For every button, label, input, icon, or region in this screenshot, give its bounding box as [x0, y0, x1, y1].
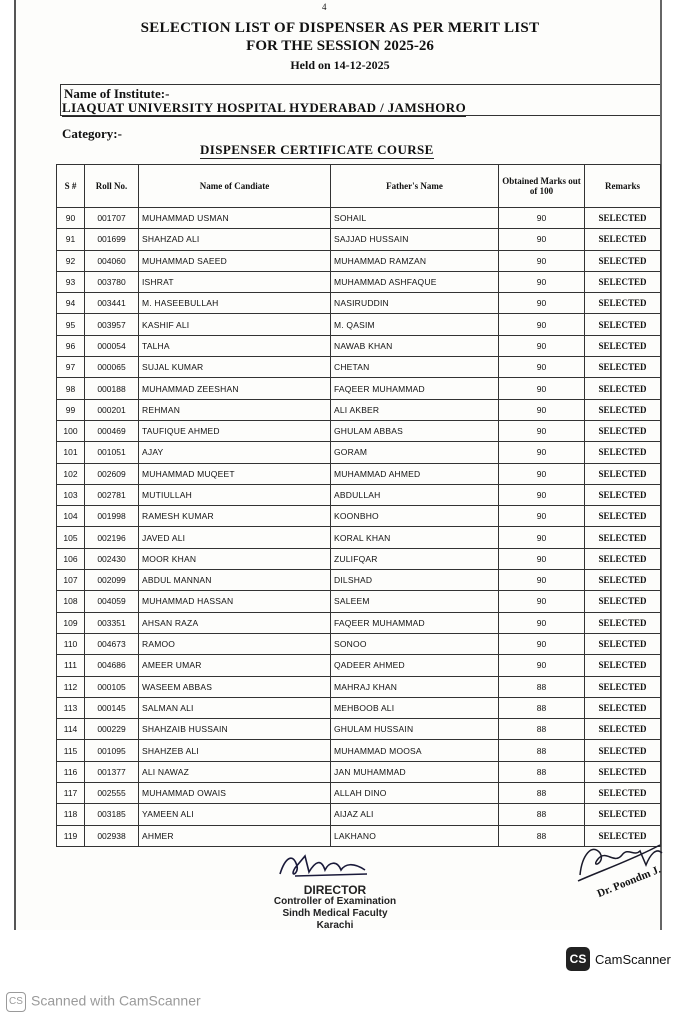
cell-sno: 101: [57, 442, 85, 463]
cell-father: M. QASIM: [331, 314, 499, 335]
cell-sno: 100: [57, 420, 85, 441]
cell-father: ZULIFQAR: [331, 548, 499, 569]
cell-name: TALHA: [139, 335, 331, 356]
table-row: [57, 208, 661, 229]
director-title: DIRECTOR: [303, 883, 367, 897]
cell-name: MOOR KHAN: [139, 548, 331, 569]
cell-father: SALEEM: [331, 591, 499, 612]
table-row: [57, 335, 661, 356]
cell-name: MUHAMMAD SAEED: [139, 250, 331, 271]
cell-father: ABDULLAH: [331, 484, 499, 505]
cell-father: DILSHAD: [331, 570, 499, 591]
cell-name: JAVED ALI: [139, 527, 331, 548]
cell-remarks: SELECTED: [585, 293, 661, 314]
cell-marks: 90: [499, 420, 585, 441]
cell-name: MUTIULLAH: [139, 484, 331, 505]
cell-remarks: SELECTED: [585, 484, 661, 505]
cell-name: RAMOO: [139, 633, 331, 654]
cell-sno: 111: [57, 655, 85, 676]
table-row: [57, 591, 661, 612]
cell-sno: 115: [57, 740, 85, 761]
page-number: 4: [322, 2, 327, 12]
cell-sno: 108: [57, 591, 85, 612]
cell-sno: 116: [57, 761, 85, 782]
cell-father: GHULAM HUSSAIN: [331, 719, 499, 740]
cell-remarks: SELECTED: [585, 825, 661, 846]
cell-sno: 119: [57, 825, 85, 846]
cell-roll: 001699: [85, 229, 139, 250]
cell-remarks: SELECTED: [585, 548, 661, 569]
cell-father: ALI AKBER: [331, 399, 499, 420]
cell-sno: 109: [57, 612, 85, 633]
cell-father: SONOO: [331, 633, 499, 654]
cell-name: MUHAMMAD OWAIS: [139, 783, 331, 804]
cell-sno: 90: [57, 208, 85, 229]
table-row: [57, 633, 661, 654]
cell-marks: 90: [499, 271, 585, 292]
cell-marks: 88: [499, 783, 585, 804]
cell-marks: 90: [499, 399, 585, 420]
cell-name: AMEER UMAR: [139, 655, 331, 676]
table-row: [57, 293, 661, 314]
table-row: [57, 378, 661, 399]
cell-sno: 107: [57, 570, 85, 591]
cell-roll: 004060: [85, 250, 139, 271]
cell-father: QADEER AHMED: [331, 655, 499, 676]
table-row: [57, 442, 661, 463]
cell-sno: 104: [57, 506, 85, 527]
cell-marks: 90: [499, 442, 585, 463]
cell-remarks: SELECTED: [585, 250, 661, 271]
table-row: [57, 484, 661, 505]
cell-father: FAQEER MUHAMMAD: [331, 612, 499, 633]
session-title: FOR THE SESSION 2025-26: [246, 38, 434, 54]
table-row: [57, 463, 661, 484]
table-row: [57, 676, 661, 697]
cell-name: SHAHZAD ALI: [139, 229, 331, 250]
cell-sno: 94: [57, 293, 85, 314]
cell-marks: 88: [499, 804, 585, 825]
cell-marks: 90: [499, 463, 585, 484]
cell-remarks: SELECTED: [585, 761, 661, 782]
cell-name: MUHAMMAD HASSAN: [139, 591, 331, 612]
director-signature: [275, 848, 375, 884]
director-block: [240, 884, 430, 932]
cell-father: MUHAMMAD RAMZAN: [331, 250, 499, 271]
cell-remarks: SELECTED: [585, 271, 661, 292]
cell-name: M. HASEEBULLAH: [139, 293, 331, 314]
cell-name: SHAHZEB ALI: [139, 740, 331, 761]
cell-father: MUHAMMAD MOOSA: [331, 740, 499, 761]
cell-name: TAUFIQUE AHMED: [139, 420, 331, 441]
col-father: Father's Name: [331, 165, 499, 208]
cell-sno: 92: [57, 250, 85, 271]
cell-remarks: SELECTED: [585, 420, 661, 441]
cell-marks: 90: [499, 655, 585, 676]
cell-roll: 000188: [85, 378, 139, 399]
cell-roll: 003441: [85, 293, 139, 314]
cell-remarks: SELECTED: [585, 463, 661, 484]
table-row: [57, 804, 661, 825]
cell-marks: 90: [499, 378, 585, 399]
cell-remarks: SELECTED: [585, 314, 661, 335]
cell-remarks: SELECTED: [585, 740, 661, 761]
cell-name: SUJAL KUMAR: [139, 357, 331, 378]
cell-sno: 112: [57, 676, 85, 697]
cell-marks: 90: [499, 335, 585, 356]
cell-sno: 96: [57, 335, 85, 356]
cell-name: MUHAMMAD USMAN: [139, 208, 331, 229]
cell-remarks: SELECTED: [585, 208, 661, 229]
table-row: [57, 527, 661, 548]
cell-name: MUHAMMAD MUQEET: [139, 463, 331, 484]
table-row: [57, 420, 661, 441]
cell-name: ISHRAT: [139, 271, 331, 292]
cell-remarks: SELECTED: [585, 783, 661, 804]
cell-remarks: SELECTED: [585, 612, 661, 633]
table-row: [57, 719, 661, 740]
cell-roll: 004059: [85, 591, 139, 612]
table-row: [57, 399, 661, 420]
cell-remarks: SELECTED: [585, 357, 661, 378]
cell-sno: 91: [57, 229, 85, 250]
cell-remarks: SELECTED: [585, 591, 661, 612]
cell-marks: 90: [499, 527, 585, 548]
cell-name: AHSAN RAZA: [139, 612, 331, 633]
table-row: [57, 570, 661, 591]
cell-marks: 88: [499, 761, 585, 782]
cell-remarks: SELECTED: [585, 633, 661, 654]
cell-name: SHAHZAIB HUSSAIN: [139, 719, 331, 740]
cell-sno: 95: [57, 314, 85, 335]
institute-name: LIAQUAT UNIVERSITY HOSPITAL HYDERABAD / JAMSHORO: [62, 100, 467, 115]
cell-remarks: SELECTED: [585, 719, 661, 740]
cell-father: SOHAIL: [331, 208, 499, 229]
cell-marks: 90: [499, 357, 585, 378]
category-label: Category:-: [62, 126, 122, 141]
cell-father: KOONBHO: [331, 506, 499, 527]
cell-name: AJAY: [139, 442, 331, 463]
cell-marks: 88: [499, 825, 585, 846]
cell-name: AHMER: [139, 825, 331, 846]
table-row: [57, 506, 661, 527]
cell-roll: 001707: [85, 208, 139, 229]
cell-marks: 90: [499, 591, 585, 612]
table-row: [57, 761, 661, 782]
cell-father: NASIRUDDIN: [331, 293, 499, 314]
cell-roll: 004686: [85, 655, 139, 676]
table-row: [57, 783, 661, 804]
cell-marks: 90: [499, 208, 585, 229]
cell-sno: 93: [57, 271, 85, 292]
cell-roll: 003185: [85, 804, 139, 825]
table-header-row: [57, 165, 661, 208]
col-name: Name of Candiate: [139, 165, 331, 208]
cell-name: WASEEM ABBAS: [139, 676, 331, 697]
cell-remarks: SELECTED: [585, 506, 661, 527]
cell-sno: 106: [57, 548, 85, 569]
cell-remarks: SELECTED: [585, 655, 661, 676]
cell-marks: 90: [499, 633, 585, 654]
cell-roll: 003351: [85, 612, 139, 633]
second-signatory-name: Dr. Poondm J.: [595, 863, 663, 900]
cell-father: SAJJAD HUSSAIN: [331, 229, 499, 250]
cell-remarks: SELECTED: [585, 676, 661, 697]
cell-name: REHMAN: [139, 399, 331, 420]
cell-father: AIJAZ ALI: [331, 804, 499, 825]
cell-name: KASHIF ALI: [139, 314, 331, 335]
cell-sno: 97: [57, 357, 85, 378]
director-line4: Karachi: [316, 920, 354, 931]
cell-name: SALMAN ALI: [139, 697, 331, 718]
held-date: Held on 14-12-2025: [290, 58, 390, 72]
cell-roll: 002609: [85, 463, 139, 484]
cell-sno: 98: [57, 378, 85, 399]
cell-roll: 002781: [85, 484, 139, 505]
course-name: DISPENSER CERTIFICATE COURSE: [200, 142, 434, 157]
document-title: SELECTION LIST OF DISPENSER AS PER MERIT LIST: [140, 20, 540, 36]
cell-father: MUHAMMAD AHMED: [331, 463, 499, 484]
col-sno: S #: [57, 165, 85, 208]
cell-marks: 88: [499, 719, 585, 740]
cell-sno: 103: [57, 484, 85, 505]
cell-marks: 90: [499, 506, 585, 527]
table-row: [57, 271, 661, 292]
cell-marks: 90: [499, 570, 585, 591]
director-line3: Sindh Medical Faculty: [282, 908, 388, 919]
cell-remarks: SELECTED: [585, 697, 661, 718]
cell-roll: 000054: [85, 335, 139, 356]
cell-father: MAHRAJ KHAN: [331, 676, 499, 697]
cell-marks: 88: [499, 697, 585, 718]
cell-roll: 002938: [85, 825, 139, 846]
cell-name: YAMEEN ALI: [139, 804, 331, 825]
cell-remarks: SELECTED: [585, 804, 661, 825]
cell-father: CHETAN: [331, 357, 499, 378]
cell-name: RAMESH KUMAR: [139, 506, 331, 527]
cell-name: ALI NAWAZ: [139, 761, 331, 782]
cell-father: GHULAM ABBAS: [331, 420, 499, 441]
table-row: [57, 229, 661, 250]
cell-marks: 88: [499, 676, 585, 697]
camscanner-brand: CamScanner: [595, 952, 671, 967]
director-line2: Controller of Examination: [273, 896, 397, 907]
cell-remarks: SELECTED: [585, 399, 661, 420]
cell-sno: 102: [57, 463, 85, 484]
cell-roll: 000065: [85, 357, 139, 378]
cell-marks: 90: [499, 612, 585, 633]
cell-sno: 99: [57, 399, 85, 420]
cell-sno: 110: [57, 633, 85, 654]
cell-roll: 001998: [85, 506, 139, 527]
table-row: [57, 314, 661, 335]
table-row: [57, 697, 661, 718]
cell-marks: 90: [499, 293, 585, 314]
cell-roll: 001377: [85, 761, 139, 782]
table-row: [57, 548, 661, 569]
cell-roll: 001051: [85, 442, 139, 463]
cell-roll: 004673: [85, 633, 139, 654]
cell-father: MEHBOOB ALI: [331, 697, 499, 718]
camscanner-logo-icon: CS: [566, 947, 590, 971]
col-remarks: Remarks: [585, 165, 661, 208]
table-row: [57, 740, 661, 761]
cell-marks: 90: [499, 229, 585, 250]
cell-remarks: SELECTED: [585, 442, 661, 463]
cell-father: KORAL KHAN: [331, 527, 499, 548]
cell-roll: 000105: [85, 676, 139, 697]
cell-remarks: SELECTED: [585, 378, 661, 399]
cell-name: MUHAMMAD ZEESHAN: [139, 378, 331, 399]
table-row: [57, 250, 661, 271]
cell-father: GORAM: [331, 442, 499, 463]
merit-table: [56, 164, 661, 847]
cell-sno: 117: [57, 783, 85, 804]
cell-marks: 90: [499, 314, 585, 335]
cell-father: LAKHANO: [331, 825, 499, 846]
table-row: [57, 357, 661, 378]
cs-footer-icon: CS: [6, 992, 26, 1012]
table-row: [57, 655, 661, 676]
cell-roll: 002555: [85, 783, 139, 804]
cell-roll: 000201: [85, 399, 139, 420]
cell-sno: 118: [57, 804, 85, 825]
cell-marks: 88: [499, 740, 585, 761]
cell-marks: 90: [499, 250, 585, 271]
scan-footer: [6, 992, 201, 1012]
col-marks: Obtained Marks out of 100: [499, 165, 585, 208]
scan-footer-text: Scanned with CamScanner: [31, 992, 201, 1009]
cell-roll: 001095: [85, 740, 139, 761]
cell-marks: 90: [499, 484, 585, 505]
cell-remarks: SELECTED: [585, 527, 661, 548]
cell-sno: 114: [57, 719, 85, 740]
institute-label: Name of Institute:-: [64, 86, 170, 101]
cell-roll: 000469: [85, 420, 139, 441]
cell-roll: 000229: [85, 719, 139, 740]
cell-roll: 002196: [85, 527, 139, 548]
cell-remarks: SELECTED: [585, 570, 661, 591]
cell-father: JAN MUHAMMAD: [331, 761, 499, 782]
cell-father: FAQEER MUHAMMAD: [331, 378, 499, 399]
cell-roll: 003957: [85, 314, 139, 335]
table-row: [57, 612, 661, 633]
cell-roll: 002099: [85, 570, 139, 591]
cell-father: NAWAB KHAN: [331, 335, 499, 356]
cell-remarks: SELECTED: [585, 229, 661, 250]
cell-marks: 90: [499, 548, 585, 569]
cell-father: MUHAMMAD ASHFAQUE: [331, 271, 499, 292]
cell-roll: 002430: [85, 548, 139, 569]
cell-sno: 105: [57, 527, 85, 548]
cell-name: ABDUL MANNAN: [139, 570, 331, 591]
cell-father: ALLAH DINO: [331, 783, 499, 804]
cell-remarks: SELECTED: [585, 335, 661, 356]
cell-roll: 000145: [85, 697, 139, 718]
cell-sno: 113: [57, 697, 85, 718]
cell-roll: 003780: [85, 271, 139, 292]
col-roll: Roll No.: [85, 165, 139, 208]
